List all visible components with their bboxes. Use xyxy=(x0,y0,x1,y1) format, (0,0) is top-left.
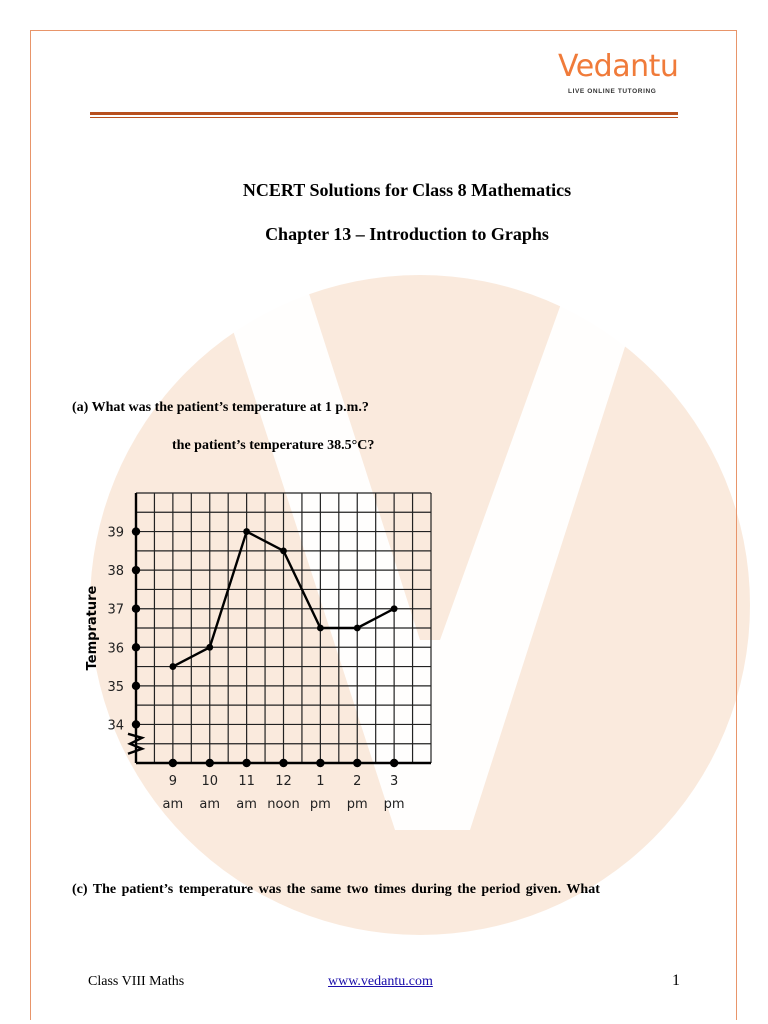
x-tick-sublabel: am xyxy=(199,797,221,812)
x-tick-label: 9 xyxy=(168,774,178,789)
data-point xyxy=(243,528,250,535)
x-tick-dot xyxy=(279,759,287,767)
brand-tagline: LIVE ONLINE TUTORING xyxy=(568,88,657,95)
data-point xyxy=(391,605,398,612)
y-tick-label: 39 xyxy=(107,525,124,541)
data-point xyxy=(280,547,287,554)
footer-website-link[interactable]: www.vedantu.com xyxy=(328,974,433,989)
chart-grid xyxy=(136,493,431,763)
x-tick-dot xyxy=(206,759,214,767)
y-tick-dot xyxy=(132,566,140,574)
page-number: 1 xyxy=(672,972,680,989)
x-tick-sublabel: noon xyxy=(267,797,300,812)
chapter-title: Chapter 13 – Introduction to Graphs xyxy=(265,224,549,244)
x-tick-sublabel: pm xyxy=(309,797,331,812)
y-tick-dot xyxy=(132,720,140,728)
footer-class-label: Class VIII Maths xyxy=(88,974,185,989)
x-tick-label: 12 xyxy=(275,774,292,789)
y-axis-title: Temprature xyxy=(85,585,100,671)
y-tick-label: 35 xyxy=(107,679,124,695)
question-a: (a) What was the patient’s temperature at 1 p.m.? xyxy=(72,400,369,415)
x-tick-sublabel: pm xyxy=(346,797,368,812)
question-b: the patient’s temperature 38.5°C? xyxy=(172,438,375,453)
data-point xyxy=(317,625,324,632)
x-tick-sublabel: pm xyxy=(383,797,405,812)
data-point xyxy=(354,625,361,632)
x-tick-sublabel: am xyxy=(162,797,184,812)
question-c: (c) The patient’s temperature was the same two times during the period given. What xyxy=(72,882,600,897)
document-title: NCERT Solutions for Class 8 Mathematics xyxy=(242,180,572,200)
x-tick-label: 3 xyxy=(389,774,399,789)
y-tick-label: 36 xyxy=(107,641,124,657)
x-tick-dot xyxy=(169,759,177,767)
x-tick-label: 10 xyxy=(201,774,219,789)
y-tick-dot xyxy=(132,527,140,535)
y-tick-label: 34 xyxy=(107,718,124,734)
brand-name: Vedantu xyxy=(558,49,679,84)
x-tick-dot xyxy=(353,759,361,767)
y-tick-dot xyxy=(132,682,140,690)
x-tick-dot xyxy=(242,759,250,767)
data-point xyxy=(206,644,213,651)
x-tick-sublabel: am xyxy=(236,797,257,812)
x-tick-label: 1 xyxy=(316,774,325,789)
y-tick-dot xyxy=(132,643,140,651)
x-tick-label: 11 xyxy=(238,774,255,789)
x-tick-label: 2 xyxy=(353,774,362,789)
y-tick-label: 37 xyxy=(107,602,124,618)
y-tick-dot xyxy=(132,605,140,613)
x-tick-dot xyxy=(390,759,398,767)
y-tick-label: 38 xyxy=(107,564,124,580)
x-tick-dot xyxy=(316,759,324,767)
data-point xyxy=(169,663,176,670)
